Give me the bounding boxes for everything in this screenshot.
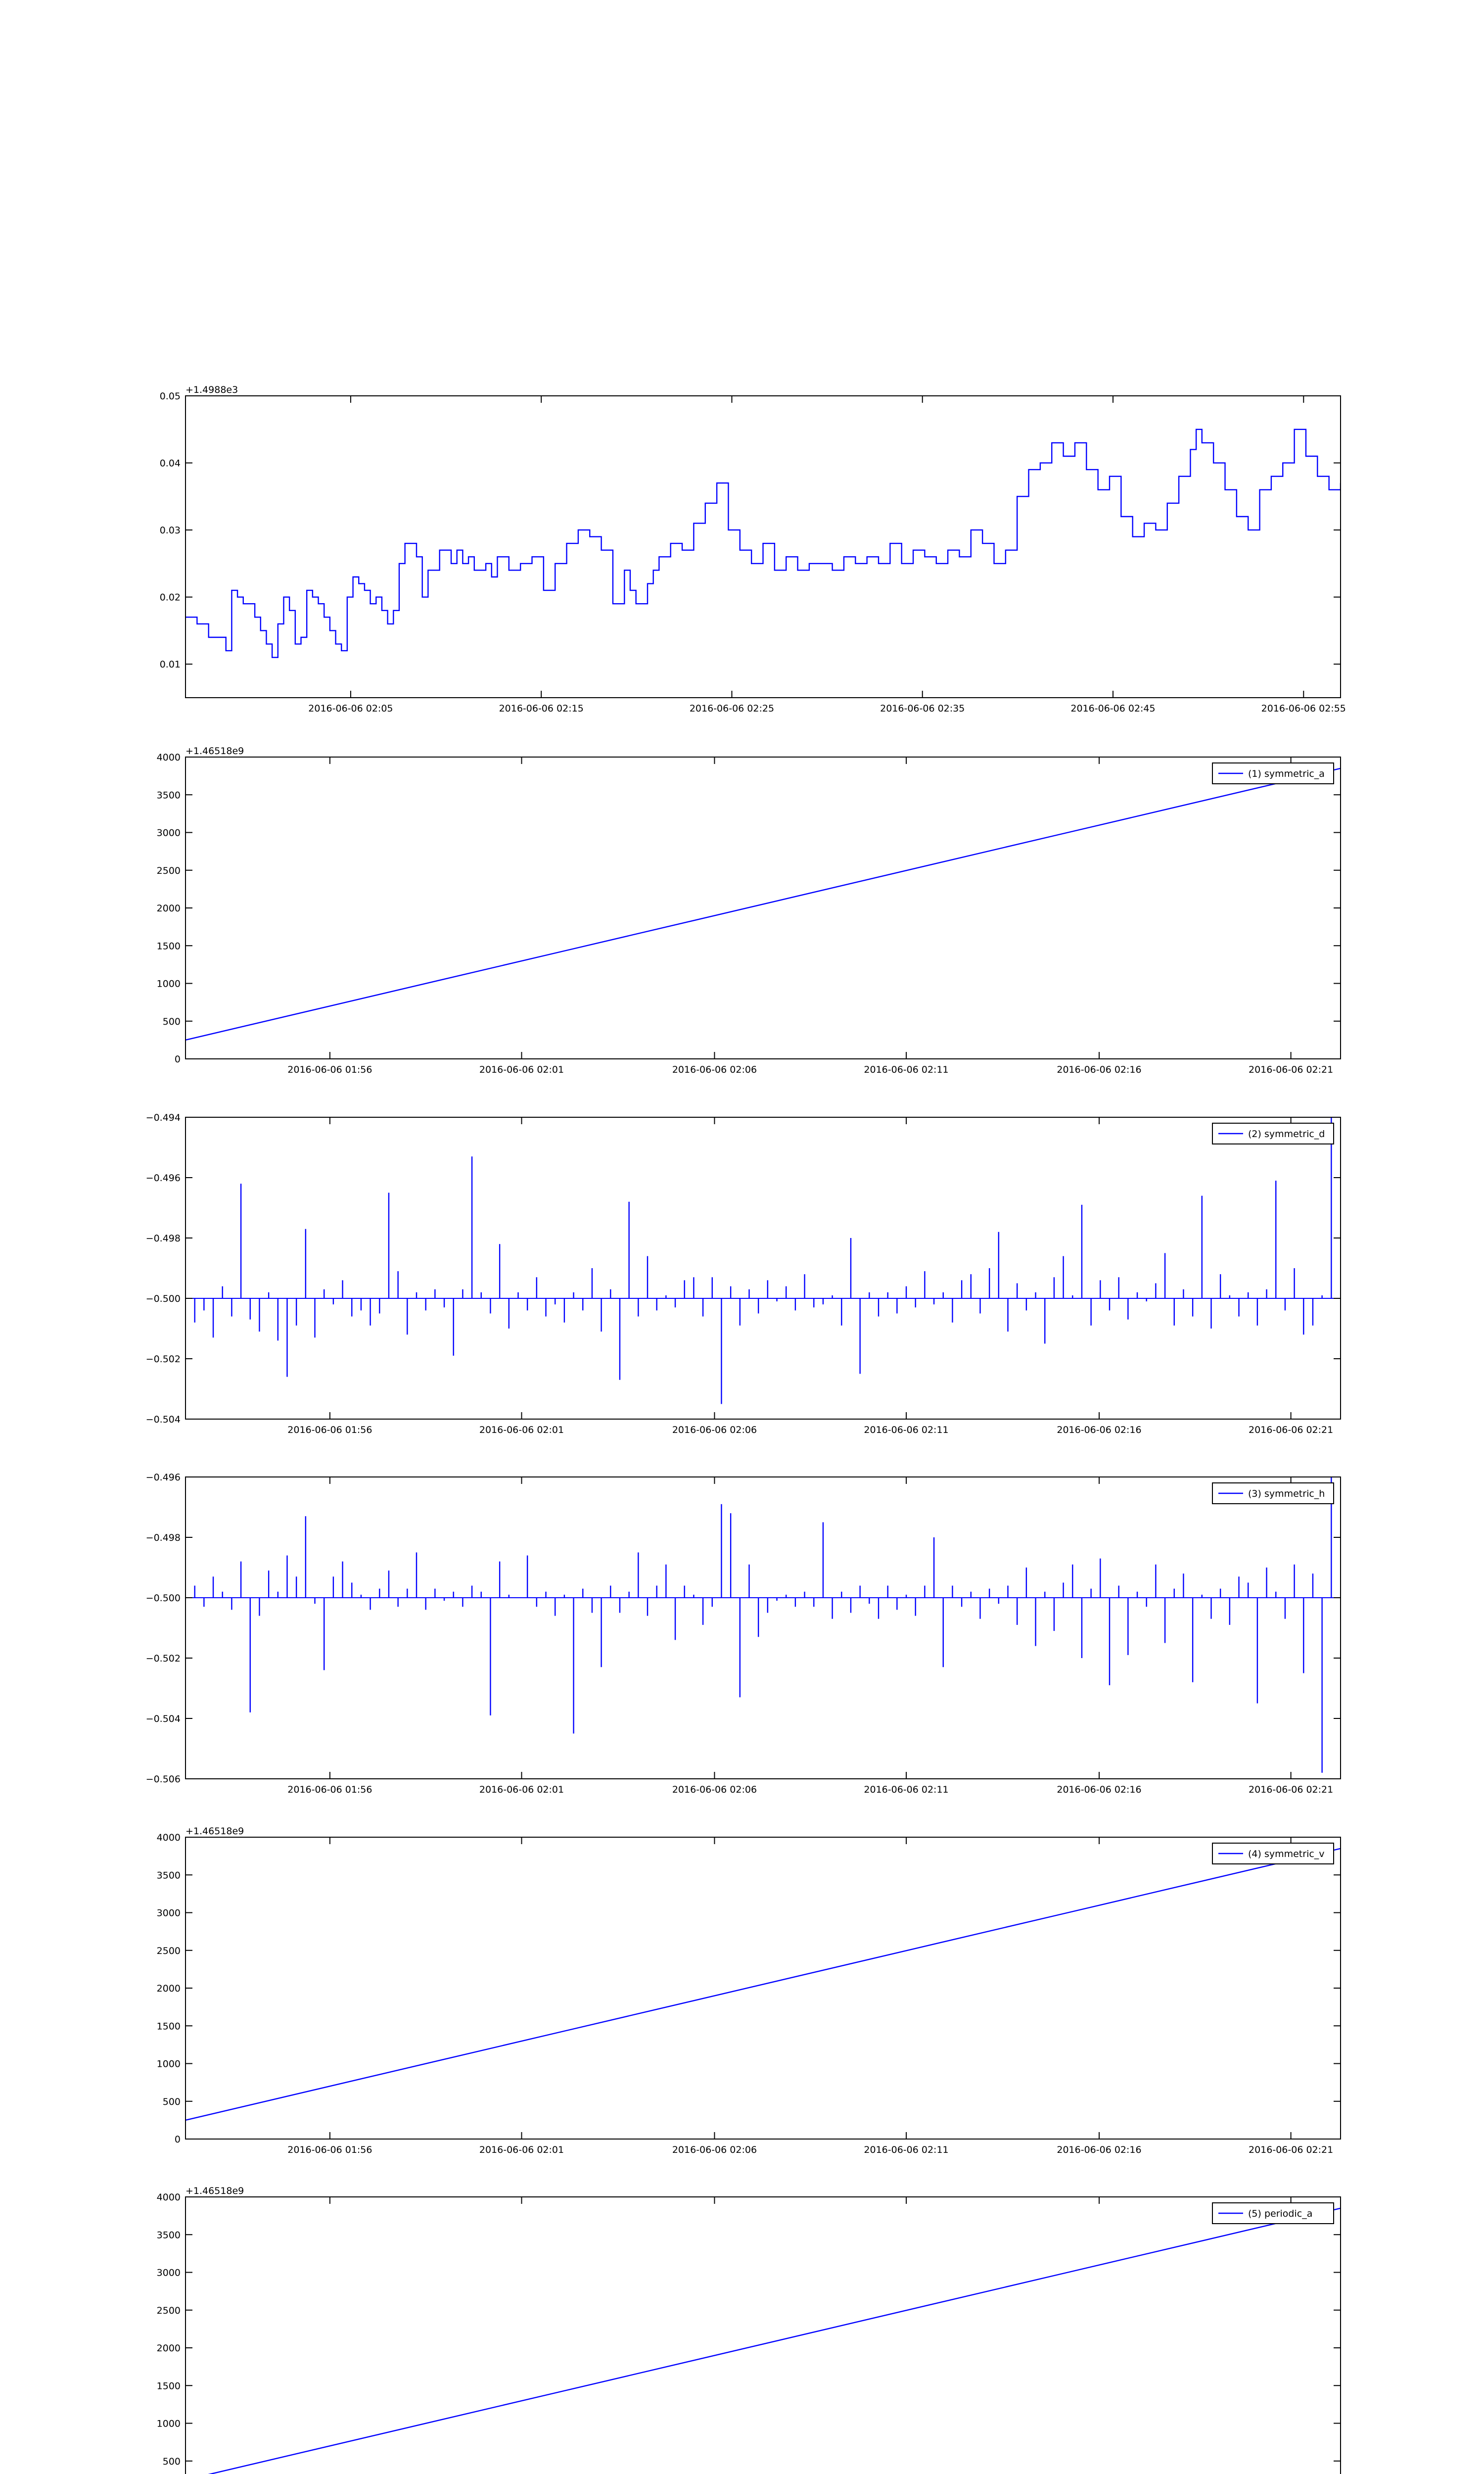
y-tick-label: 2000	[156, 2343, 181, 2354]
y-tick-label: 4000	[156, 2192, 181, 2203]
y-tick-label: −0.496	[145, 1173, 181, 1184]
y-tick-label: 500	[162, 2096, 181, 2107]
y-tick-label: 0.03	[159, 525, 181, 536]
y-tick-label: −0.504	[145, 1713, 181, 1724]
x-tick-label: 2016-06-06 02:16	[1057, 1425, 1142, 1435]
y-tick-label: 1000	[156, 978, 181, 990]
y-tick-label: 2500	[156, 2305, 181, 2316]
legend-label: (4) symmetric_v	[1248, 1849, 1325, 1859]
y-tick-label: −0.500	[145, 1593, 181, 1604]
y-tick-label: −0.494	[145, 1112, 181, 1123]
x-tick-label: 2016-06-06 02:06	[672, 2144, 757, 2155]
y-tick-label: 1500	[156, 2380, 181, 2392]
x-tick-label: 2016-06-06 02:55	[1261, 703, 1346, 714]
x-tick-label: 2016-06-06 02:06	[672, 1784, 757, 1795]
y-tick-label: −0.504	[145, 1414, 181, 1425]
x-tick-label: 2016-06-06 01:56	[287, 2144, 372, 2155]
x-tick-label: 2016-06-06 02:21	[1248, 1064, 1334, 1075]
y-offset-label: +1.4988e3	[186, 384, 238, 395]
y-tick-label: 500	[162, 1016, 181, 1027]
y-tick-label: 1000	[156, 2418, 181, 2429]
y-tick-label: 0.04	[159, 458, 181, 469]
y-tick-label: 0.05	[159, 391, 181, 402]
legend	[1212, 763, 1334, 784]
legend-label: (1) symmetric_a	[1248, 768, 1325, 779]
x-tick-label: 2016-06-06 02:21	[1248, 1425, 1334, 1435]
y-tick-label: 500	[162, 2456, 181, 2467]
x-tick-label: 2016-06-06 02:25	[689, 703, 775, 714]
x-tick-label: 2016-06-06 02:21	[1248, 2144, 1334, 2155]
y-tick-label: 3500	[156, 1870, 181, 1881]
y-tick-label: 3000	[156, 827, 181, 839]
y-tick-label: 3000	[156, 1907, 181, 1919]
y-tick-label: 3500	[156, 790, 181, 801]
y-tick-label: −0.500	[145, 1293, 181, 1304]
x-tick-label: 2016-06-06 01:56	[287, 1064, 372, 1075]
x-tick-label: 2016-06-06 02:35	[880, 703, 965, 714]
x-tick-label: 2016-06-06 02:11	[864, 1784, 949, 1795]
legend-label: (2) symmetric_d	[1248, 1129, 1325, 1140]
legend	[1212, 1843, 1334, 1864]
x-tick-label: 2016-06-06 01:56	[287, 1784, 372, 1795]
y-tick-label: 2000	[156, 1983, 181, 1994]
y-tick-label: 1500	[156, 941, 181, 952]
x-tick-label: 2016-06-06 02:21	[1248, 1784, 1334, 1795]
y-tick-label: 1500	[156, 2021, 181, 2032]
legend	[1212, 1123, 1334, 1144]
y-tick-label: 0	[174, 1054, 181, 1065]
x-tick-label: 2016-06-06 02:11	[864, 1425, 949, 1435]
y-tick-label: 2500	[156, 1945, 181, 1956]
legend	[1212, 1483, 1334, 1504]
x-tick-label: 2016-06-06 02:06	[672, 1425, 757, 1435]
y-tick-label: −0.502	[145, 1354, 181, 1365]
y-tick-label: 2500	[156, 865, 181, 876]
legend-label: (3) symmetric_h	[1248, 1488, 1325, 1499]
y-tick-label: 0	[174, 2134, 181, 2145]
x-tick-label: 2016-06-06 02:11	[864, 1064, 949, 1075]
x-tick-label: 2016-06-06 02:16	[1057, 1784, 1142, 1795]
x-tick-label: 2016-06-06 02:16	[1057, 1064, 1142, 1075]
y-tick-label: 3000	[156, 2267, 181, 2279]
x-tick-label: 2016-06-06 02:01	[479, 1064, 564, 1075]
y-tick-label: 4000	[156, 752, 181, 763]
x-tick-label: 2016-06-06 02:01	[479, 1784, 564, 1795]
x-tick-label: 2016-06-06 02:05	[308, 703, 393, 714]
legend-label: (5) periodic_a	[1248, 2208, 1313, 2219]
x-tick-label: 2016-06-06 02:15	[499, 703, 584, 714]
y-tick-label: 2000	[156, 903, 181, 914]
y-offset-label: +1.46518e9	[186, 746, 244, 757]
y-tick-label: 4000	[156, 1832, 181, 1843]
y-tick-label: −0.498	[145, 1532, 181, 1543]
x-tick-label: 2016-06-06 02:01	[479, 2144, 564, 2155]
x-tick-label: 2016-06-06 02:06	[672, 1064, 757, 1075]
x-tick-label: 2016-06-06 02:11	[864, 2144, 949, 2155]
y-tick-label: 1000	[156, 2058, 181, 2070]
x-tick-label: 2016-06-06 01:56	[287, 1425, 372, 1435]
y-tick-label: 0.01	[159, 659, 181, 670]
x-tick-label: 2016-06-06 02:01	[479, 1425, 564, 1435]
y-tick-label: −0.502	[145, 1653, 181, 1664]
y-tick-label: −0.498	[145, 1233, 181, 1244]
y-tick-label: 0.02	[159, 592, 181, 603]
y-tick-label: −0.496	[145, 1472, 181, 1483]
y-offset-label: +1.46518e9	[186, 1826, 244, 1837]
y-tick-label: 3500	[156, 2230, 181, 2241]
x-tick-label: 2016-06-06 02:16	[1057, 2144, 1142, 2155]
y-tick-label: −0.506	[145, 1774, 181, 1785]
legend	[1212, 2203, 1334, 2224]
x-tick-label: 2016-06-06 02:45	[1070, 703, 1156, 714]
y-offset-label: +1.46518e9	[186, 2186, 244, 2196]
